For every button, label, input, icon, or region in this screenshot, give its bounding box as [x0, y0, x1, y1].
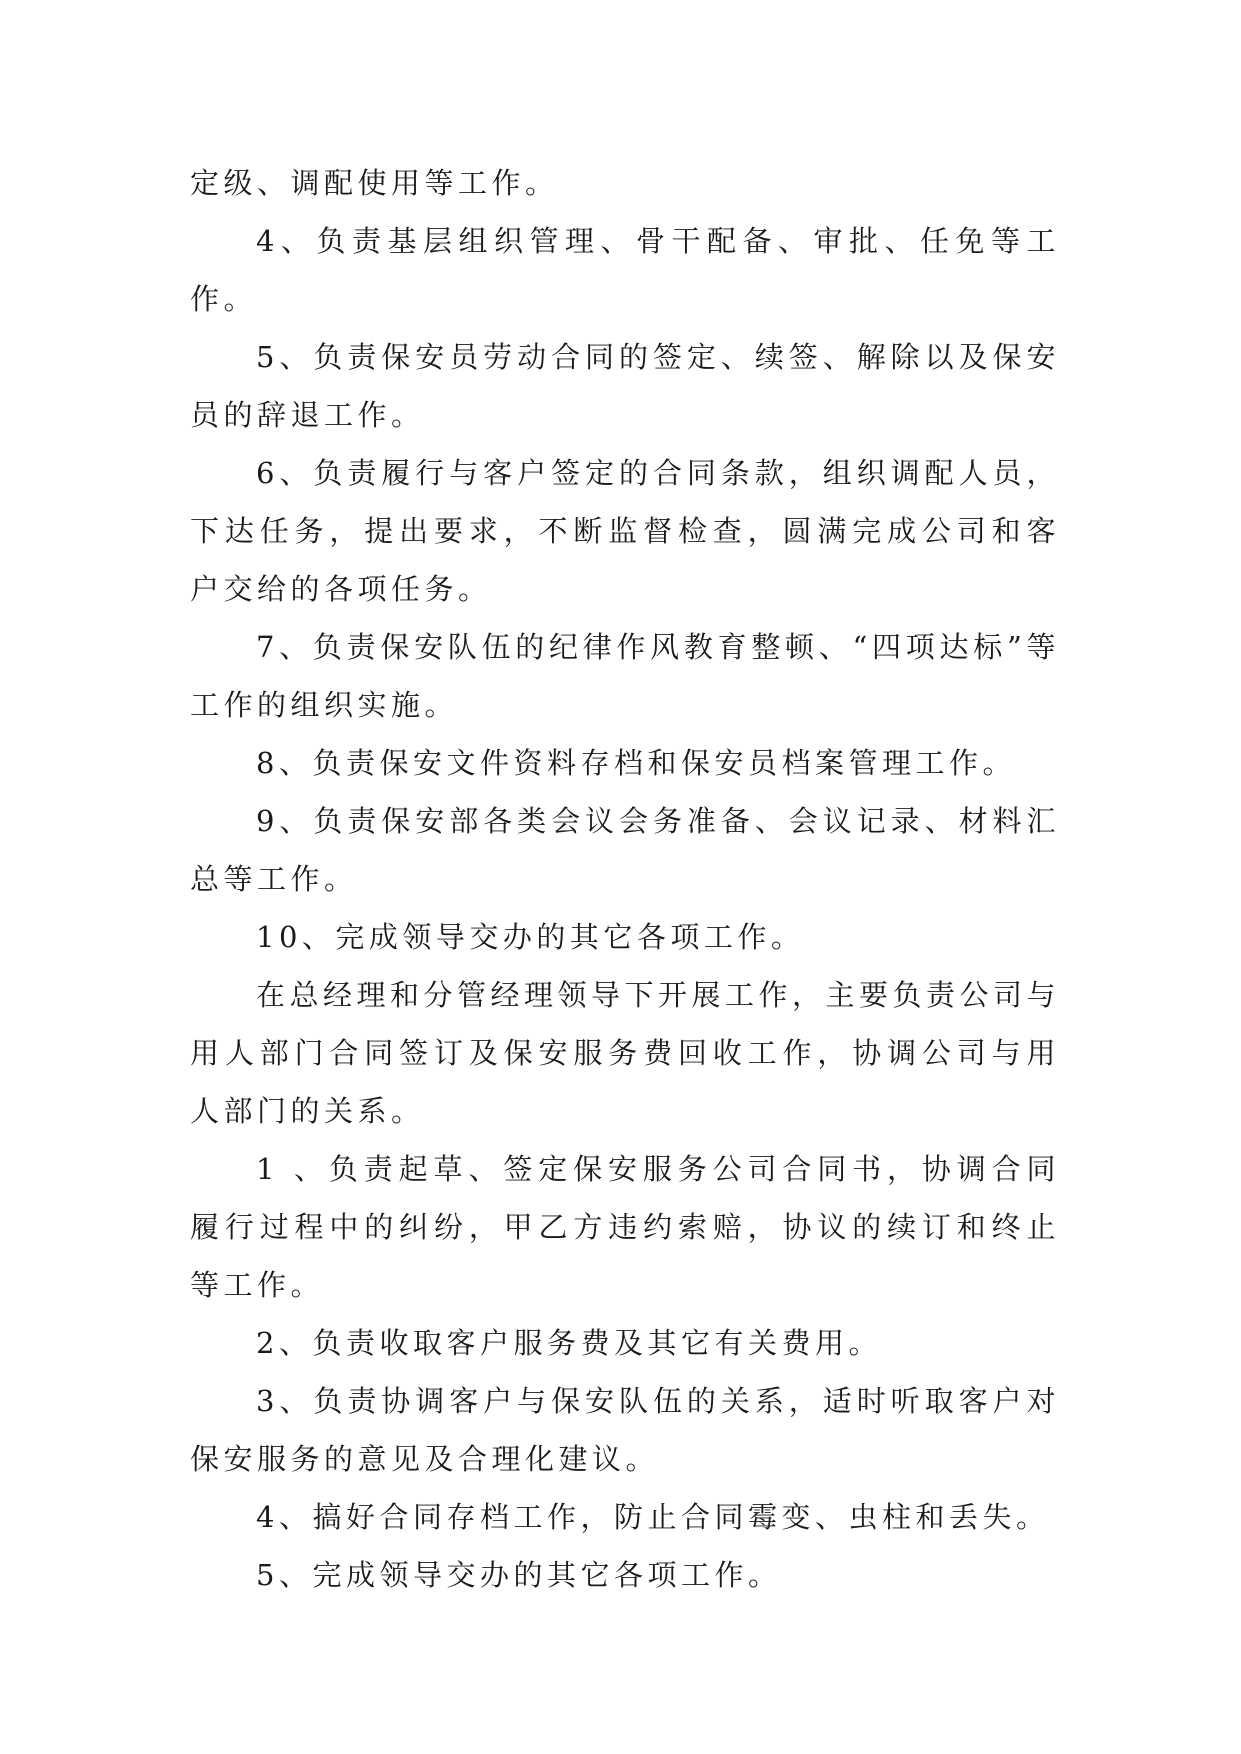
paragraph: 1 、负责起草、签定保安服务公司合同书，协调合同履行过程中的纠纷，甲乙方违约索赔，协议的续订和终止等工作。 [190, 1152, 1060, 1302]
paragraph: 4、搞好合同存档工作，防止合同霉变、虫柱和丢失。 [256, 1500, 1050, 1534]
paragraph: 9、负责保安部各类会议会务准备、会议记录、材料汇总等工作。 [190, 804, 1060, 896]
document-body [190, 154, 1060, 1604]
paragraph: 8、负责保安文件资料存档和保安员档案管理工作。 [256, 746, 1016, 780]
paragraph: 7、负责保安队伍的纪律作风教育整顿、“四项达标”等工作的组织实施。 [190, 630, 1060, 722]
paragraph: 3、负责协调客户与保安队伍的关系，适时听取客户对保安服务的意见及合理化建议。 [190, 1384, 1060, 1476]
paragraph: 10、完成领导交办的其它各项工作。 [256, 920, 805, 954]
paragraph: 4、负责基层组织管理、骨干配备、审批、任免等工作。 [190, 224, 1060, 316]
paragraph: 5、负责保安员劳动合同的签定、续签、解除以及保安员的辞退工作。 [190, 340, 1060, 432]
paragraph: 定级、调配使用等工作。 [190, 166, 559, 200]
paragraph: 5、完成领导交办的其它各项工作。 [256, 1558, 782, 1592]
paragraph: 在总经理和分管经理领导下开展工作，主要负责公司与用人部门合同签订及保安服务费回收工作，协调公司与用人部门的关系。 [190, 978, 1061, 1128]
paragraph: 2、负责收取客户服务费及其它有关费用。 [256, 1326, 882, 1360]
paragraph: 6、负责履行与客户签定的合同条款，组织调配人员，下达任务，提出要求，不断监督检查，圆满完成公司和客户交给的各项任务。 [190, 456, 1060, 606]
